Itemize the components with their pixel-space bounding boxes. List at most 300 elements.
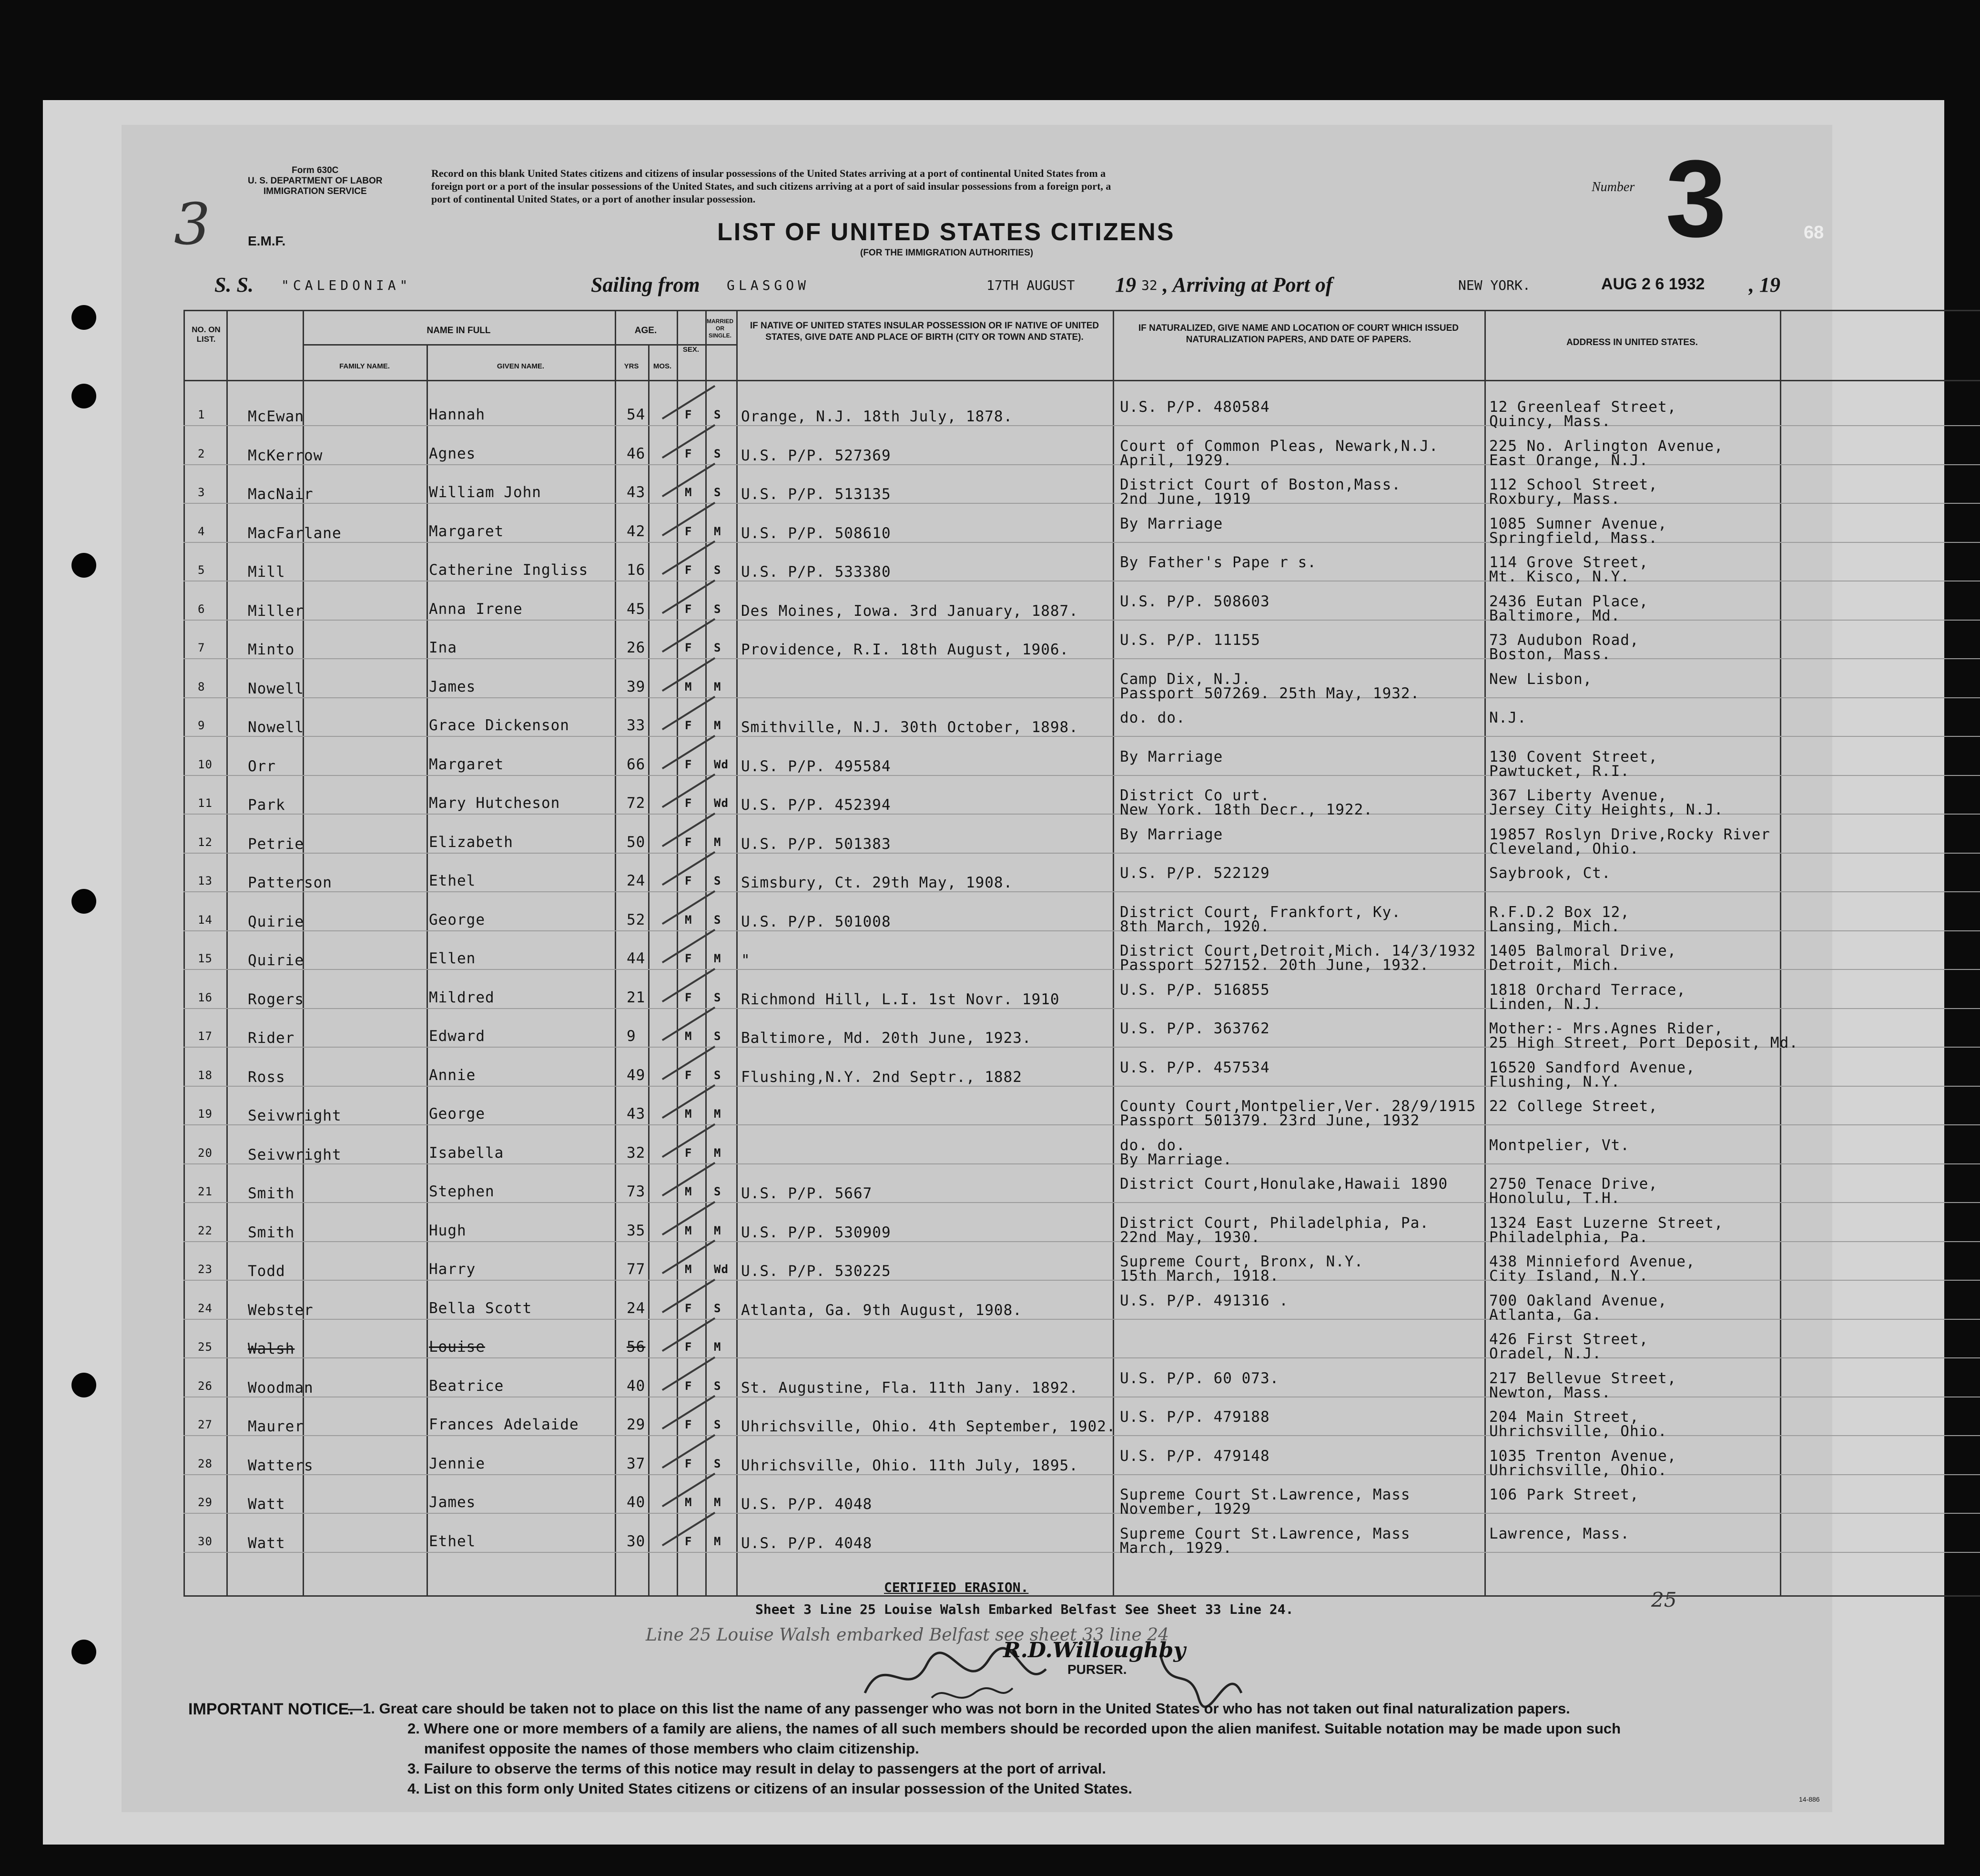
marital-status: M <box>714 525 721 538</box>
birthplace: Uhrichsville, Ohio. 4th September, 1902. <box>741 1418 1116 1435</box>
port-from: GLASGOW <box>727 277 810 293</box>
row-number: 20 <box>198 1146 213 1160</box>
given-name: Margaret <box>429 756 504 773</box>
sex: F <box>685 641 692 654</box>
given-name: Grace Dickenson <box>429 717 569 734</box>
family-name: Nowell <box>248 680 304 697</box>
marital-status: S <box>714 486 721 499</box>
age-years: 40 <box>627 1377 646 1395</box>
address-line1: 106 Park Street, <box>1489 1486 1639 1503</box>
family-name: Quirie <box>248 952 304 969</box>
age-years: 24 <box>627 872 646 889</box>
birthplace: " <box>741 952 751 969</box>
naturalization-line1: Camp Dix, N.J. <box>1120 671 1251 688</box>
age-years: 29 <box>627 1416 646 1433</box>
row-rule <box>183 1163 1980 1164</box>
address-line1: 700 Oakland Avenue, <box>1489 1292 1667 1309</box>
erasion-text: Sheet 3 Line 25 Louise Walsh Embarked Belfast See Sheet 33 Line 24. <box>755 1601 1294 1617</box>
header-no-on-list: NO. ON LIST. <box>192 325 221 344</box>
age-years: 40 <box>627 1494 646 1511</box>
binder-hole <box>71 305 96 330</box>
port-to: NEW YORK. <box>1458 277 1531 293</box>
family-name: Nowell <box>248 719 304 736</box>
binder-hole <box>71 889 96 914</box>
marital-status: S <box>714 991 721 1004</box>
family-name: Smith <box>248 1185 295 1202</box>
age-years: 45 <box>627 601 646 618</box>
given-name: William John <box>429 484 541 501</box>
address-line1: 73 Audubon Road, <box>1489 632 1639 649</box>
marital-status: M <box>714 1146 721 1160</box>
address-line1: 2436 Eutan Place, <box>1489 593 1649 610</box>
marital-status: M <box>714 1107 721 1121</box>
naturalization-line2: Passport 501379. 23rd June, 1932 <box>1120 1112 1420 1129</box>
sex: M <box>685 1496 692 1509</box>
address-line2: Flushing, N.Y. <box>1489 1073 1621 1091</box>
row-number: 4 <box>198 525 205 538</box>
marital-status: S <box>714 408 721 421</box>
birthplace: U.S. P/P. 530225 <box>741 1263 891 1280</box>
form-number: Form 630C <box>292 165 339 175</box>
age-years: 39 <box>627 678 646 695</box>
header-given-name: GIVEN NAME. <box>497 362 545 370</box>
given-name: Agnes <box>429 445 476 462</box>
instruction-text: Record on this blank United States citizens and citizens of insular possessions of the United States arriving at a port of continental United States from a foreign port or a port of the insular possessions of the United States, and such citizens arriving at a port of said insular possessions from a foreign port, a port of continental United States, or a port of another insular possession. <box>431 167 1111 205</box>
address-line1: 1085 Sumner Avenue, <box>1489 515 1667 532</box>
naturalization-line1: U.S. P/P. 457534 <box>1120 1059 1270 1076</box>
naturalization-line1: District Court, Frankfort, Ky. <box>1120 904 1401 921</box>
age-years: 37 <box>627 1455 646 1472</box>
marital-status: S <box>714 1185 721 1198</box>
list-number: 3 <box>1665 137 1726 260</box>
age-years: 49 <box>627 1067 646 1084</box>
family-name: Orr <box>248 758 276 775</box>
birthplace: U.S. P/P. 452394 <box>741 796 891 814</box>
given-name: Ina <box>429 639 457 656</box>
address-line1: New Lisbon, <box>1489 671 1593 688</box>
row-number: 8 <box>198 680 205 693</box>
sex: F <box>685 952 692 965</box>
sex: F <box>685 408 692 421</box>
header-sex: SEX. <box>682 346 700 354</box>
birthplace: U.S. P/P. 513135 <box>741 486 891 503</box>
address-line2: Jersey City Heights, N.J. <box>1489 801 1724 818</box>
birthplace: Atlanta, Ga. 9th August, 1908. <box>741 1302 1022 1319</box>
row-rule <box>183 930 1980 931</box>
marital-status: M <box>714 1224 721 1237</box>
birthplace: St. Augustine, Fla. 11th Jany. 1892. <box>741 1379 1078 1397</box>
sex: F <box>685 1379 692 1393</box>
naturalization-line2: Passport 507269. 25th May, 1932. <box>1120 685 1420 702</box>
row-number: 6 <box>198 602 205 616</box>
naturalization-line1: U.S. P/P. 491316 . <box>1120 1292 1289 1309</box>
given-name: Anna Irene <box>429 601 523 618</box>
address-line2: Newton, Mass. <box>1489 1384 1611 1401</box>
marital-status: S <box>714 1418 721 1431</box>
handwritten-mark: 3 <box>174 192 211 258</box>
sex: F <box>685 447 692 460</box>
address-line1: Montpelier, Vt. <box>1489 1137 1630 1154</box>
address-line2: Cleveland, Ohio. <box>1489 840 1639 857</box>
address-line1: 19857 Roslyn Drive,Rocky River <box>1489 826 1770 843</box>
row-number: 18 <box>198 1069 213 1082</box>
row-number: 19 <box>198 1107 213 1121</box>
notice-item: 4. List on this form only United States citizens or citizens of an insular possession of the United States. <box>407 1780 1132 1797</box>
marital-status: S <box>714 874 721 887</box>
birthplace: Baltimore, Md. 20th June, 1923. <box>741 1030 1032 1047</box>
binder-hole <box>71 553 96 578</box>
given-name: Beatrice <box>429 1377 504 1395</box>
family-name: Watt <box>248 1496 285 1513</box>
age-years: 54 <box>627 406 646 423</box>
naturalization-line1: U.S. P/P. 516855 <box>1120 981 1270 999</box>
row-number: 14 <box>198 913 213 927</box>
emf-label: E.M.F. <box>248 234 286 248</box>
naturalization-line1: By Marriage <box>1120 748 1223 765</box>
naturalization-line1: do. do. <box>1120 709 1186 726</box>
family-name: Park <box>248 796 285 814</box>
birthplace: U.S. P/P. 4048 <box>741 1496 873 1513</box>
row-number: 11 <box>198 796 213 810</box>
age-years: 50 <box>627 834 646 851</box>
given-name: Elizabeth <box>429 834 513 851</box>
header-naturalization: IF NATURALIZED, GIVE NAME AND LOCATION OF COURT WHICH ISSUED NATURALIZATION PAPERS, AND DATE OF PAPERS. <box>1138 323 1459 345</box>
marital-status: M <box>714 1535 721 1548</box>
birthplace: U.S. P/P. 495584 <box>741 758 891 775</box>
marital-status: M <box>714 836 721 849</box>
header-mos: MOS. <box>653 362 672 370</box>
given-name: George <box>429 911 485 928</box>
naturalization-line1: District Court of Boston,Mass. <box>1120 476 1401 493</box>
address-line1: R.F.D.2 Box 12, <box>1489 904 1630 921</box>
address-line1: 16520 Sandford Avenue, <box>1489 1059 1696 1076</box>
given-name: Annie <box>429 1067 476 1084</box>
age-years: 21 <box>627 989 646 1006</box>
subheader-rule <box>303 344 736 346</box>
row-rule <box>183 775 1980 776</box>
address-line2: Lansing, Mich. <box>1489 918 1621 935</box>
header-bottom-rule <box>183 380 1980 381</box>
given-name: Catherine Ingliss <box>429 561 589 579</box>
address-line1: 1405 Balmoral Drive, <box>1489 942 1677 959</box>
header-address: ADDRESS IN UNITED STATES. <box>1566 337 1698 347</box>
given-name: Hannah <box>429 406 485 423</box>
row-number: 30 <box>198 1535 213 1548</box>
sex: M <box>685 486 692 499</box>
age-years: 72 <box>627 795 646 812</box>
age-years: 42 <box>627 523 646 540</box>
address-line2: Quincy, Mass. <box>1489 413 1611 430</box>
address-line2: Honolulu, T.H. <box>1489 1190 1621 1207</box>
sex: F <box>685 525 692 538</box>
year-tail: , 19 <box>1749 273 1780 296</box>
purser-signature: R.D.Willoughby <box>1003 1638 1186 1662</box>
row-rule <box>183 425 1980 426</box>
row-number: 3 <box>198 486 205 499</box>
birthplace: Simsbury, Ct. 29th May, 1908. <box>741 874 1013 891</box>
address-line1: Lawrence, Mass. <box>1489 1525 1630 1542</box>
address-line2: Linden, N.J. <box>1489 996 1602 1013</box>
sex: F <box>685 758 692 771</box>
handwritten-note: Line 25 Louise Walsh embarked Belfast see sheet 33 line 24 <box>646 1625 1169 1645</box>
family-name: Smith <box>248 1224 295 1241</box>
given-name: Harry <box>429 1261 476 1278</box>
row-number: 28 <box>198 1457 213 1470</box>
binder-hole <box>71 384 96 408</box>
notice-item: 2. Where one or more members of a family are aliens, the names of all such members should be recorded upon the alien manifest. Suitable notation may be made upon such <box>407 1720 1621 1737</box>
age-years: 46 <box>627 445 646 462</box>
sex: M <box>685 913 692 927</box>
address-line1: 112 School Street, <box>1489 476 1658 493</box>
marital-status: M <box>714 952 721 965</box>
sex: F <box>685 1457 692 1470</box>
age-years: 77 <box>627 1261 646 1278</box>
row-number: 1 <box>198 408 205 421</box>
age-years: 33 <box>627 717 646 734</box>
age-years: 43 <box>627 484 646 501</box>
corner-mark: 68 <box>1804 223 1824 243</box>
binder-hole <box>71 1640 96 1664</box>
address-line1: 204 Main Street, <box>1489 1408 1639 1426</box>
naturalization-line1: Supreme Court St.Lawrence, Mass <box>1120 1525 1411 1542</box>
address-line1: 1818 Orchard Terrace, <box>1489 981 1686 999</box>
marital-status: M <box>714 1340 721 1354</box>
sex: F <box>685 563 692 577</box>
ship-name: "CALEDONIA" <box>281 277 412 293</box>
birthplace: U.S. P/P. 5667 <box>741 1185 873 1202</box>
sailing-date: 17TH AUGUST <box>986 277 1075 293</box>
marital-status: Wd <box>714 1263 729 1276</box>
family-name: Webster <box>248 1302 314 1319</box>
erasion-title: CERTIFIED ERASION. <box>884 1580 1029 1595</box>
address-line2: Springfield, Mass. <box>1489 530 1658 547</box>
family-name: Minto <box>248 641 295 658</box>
given-name: Ethel <box>429 872 476 889</box>
birthplace: U.S. P/P. 527369 <box>741 447 891 464</box>
row-number: 15 <box>198 952 213 965</box>
family-name: Todd <box>248 1263 285 1280</box>
voyage-line <box>214 273 1780 301</box>
header-family-name: FAMILY NAME. <box>339 362 390 370</box>
notice-item: —1. Great care should be taken not to place on this list the name of any passenger who was not born in the United States or who has not taken out final naturalization papers. <box>348 1700 1570 1717</box>
birthplace: U.S. P/P. 530909 <box>741 1224 891 1241</box>
family-name: Seivwright <box>248 1107 342 1124</box>
arrival-stamp: AUG 2 6 1932 <box>1601 275 1705 293</box>
address-line1: 426 First Street, <box>1489 1331 1649 1348</box>
marital-status: Wd <box>714 758 729 771</box>
naturalization-line1: By Marriage <box>1120 826 1223 843</box>
row-number: 10 <box>198 758 213 771</box>
given-name: Jennie <box>429 1455 485 1472</box>
address-line1: 130 Covent Street, <box>1489 748 1658 765</box>
naturalization-line1: U.S. P/P. 363762 <box>1120 1020 1270 1037</box>
age-years: 66 <box>627 756 646 773</box>
address-line2: Oradel, N.J. <box>1489 1345 1602 1362</box>
naturalization-line1: District Co urt. <box>1120 787 1270 804</box>
row-rule <box>183 620 1980 621</box>
marital-status: S <box>714 1302 721 1315</box>
family-name: Walsh <box>248 1340 295 1357</box>
row-rule <box>183 1202 1980 1203</box>
given-name: Ellen <box>429 950 476 967</box>
birthplace: U.S. P/P. 501383 <box>741 836 891 853</box>
header-age: AGE. <box>634 326 657 336</box>
row-rule <box>183 1280 1980 1281</box>
naturalization-line1: U.S. P/P. 479148 <box>1120 1448 1270 1465</box>
naturalization-line2: March, 1929. <box>1120 1540 1232 1557</box>
naturalization-line1: U.S. P/P. 522129 <box>1120 865 1270 882</box>
family-name: Maurer <box>248 1418 304 1435</box>
age-years: 16 <box>627 561 646 579</box>
header-yrs: YRS <box>624 362 639 370</box>
birthplace: Providence, R.I. 18th August, 1906. <box>741 641 1069 658</box>
given-name: Margaret <box>429 523 504 540</box>
row-number: 29 <box>198 1496 213 1509</box>
naturalization-line1: District Court,Honulake,Hawaii 1890 <box>1120 1175 1448 1193</box>
address-line2: Boston, Mass. <box>1489 646 1611 663</box>
header-name-in-full: NAME IN FULL <box>426 326 491 336</box>
row-rule <box>183 1552 1980 1553</box>
age-years: 73 <box>627 1183 646 1200</box>
sex: F <box>685 602 692 616</box>
given-name: Edward <box>429 1028 485 1045</box>
row-number: 25 <box>198 1340 213 1354</box>
row-number: 17 <box>198 1030 213 1043</box>
manifest-page <box>122 125 1832 1812</box>
row-number: 23 <box>198 1263 213 1276</box>
form-code: 14-886 <box>1799 1795 1820 1803</box>
family-name: Seivwright <box>248 1146 342 1163</box>
family-name: Watt <box>248 1535 285 1552</box>
sex: F <box>685 836 692 849</box>
erasion-page-mark: 25 <box>1651 1588 1677 1611</box>
service-name: IMMIGRATION SERVICE <box>263 186 367 196</box>
naturalization-line1: U.S. P/P. 60 073. <box>1120 1370 1279 1387</box>
naturalization-line1: U.S. P/P. 11155 <box>1120 632 1260 649</box>
naturalization-line1: By Marriage <box>1120 515 1223 532</box>
row-rule <box>183 697 1980 698</box>
given-name: Bella Scott <box>429 1300 532 1317</box>
family-name: Woodman <box>248 1379 314 1397</box>
naturalization-line2: November, 1929 <box>1120 1500 1251 1518</box>
sex: M <box>685 1185 692 1198</box>
birthplace: U.S. P/P. 533380 <box>741 563 891 581</box>
row-rule <box>183 1513 1980 1514</box>
age-years: 9 <box>627 1028 636 1045</box>
age-years: 30 <box>627 1533 646 1550</box>
age-years: 24 <box>627 1300 646 1317</box>
marital-status: S <box>714 602 721 616</box>
row-rule <box>183 542 1980 543</box>
sailing-year: 32 <box>1141 277 1158 293</box>
address-line1: 2750 Tenace Drive, <box>1489 1175 1658 1193</box>
naturalization-line1: County Court,Montpelier,Ver. 28/9/1915 <box>1120 1098 1476 1115</box>
marital-status: S <box>714 563 721 577</box>
birthplace: U.S. P/P. 501008 <box>741 913 891 930</box>
year-prefix: 19 <box>1115 273 1136 296</box>
row-rule <box>183 464 1980 465</box>
row-rule <box>183 853 1980 854</box>
sex: F <box>685 719 692 732</box>
marital-status: S <box>714 913 721 927</box>
naturalization-line1: District Court, Philadelphia, Pa. <box>1120 1214 1429 1232</box>
given-name: Hugh <box>429 1222 467 1239</box>
address-line2: Mt. Kisco, N.Y. <box>1489 568 1630 585</box>
family-name: MacFarlane <box>248 525 342 542</box>
row-rule <box>183 969 1980 970</box>
address-line2: Pawtucket, R.I. <box>1489 763 1630 780</box>
naturalization-line1: U.S. P/P. 479188 <box>1120 1408 1270 1426</box>
marital-status: S <box>714 1069 721 1082</box>
age-years: 43 <box>627 1105 646 1122</box>
age-years: 32 <box>627 1144 646 1162</box>
page-subtitle: (FOR THE IMMIGRATION AUTHORITIES) <box>860 248 1034 258</box>
sex: M <box>685 680 692 693</box>
row-rule <box>183 891 1980 892</box>
birthplace: U.S. P/P. 4048 <box>741 1535 873 1552</box>
sex: M <box>685 1030 692 1043</box>
marital-status: M <box>714 680 721 693</box>
address-line1: 1324 East Luzerne Street, <box>1489 1214 1724 1232</box>
address-line1: 12 Greenleaf Street, <box>1489 398 1677 416</box>
row-rule <box>183 736 1980 737</box>
sex: M <box>685 1224 692 1237</box>
naturalization-line2: 2nd June, 1919 <box>1120 490 1251 508</box>
naturalization-line1: U.S. P/P. 508603 <box>1120 593 1270 610</box>
marital-status: M <box>714 719 721 732</box>
family-name: Watters <box>248 1457 314 1474</box>
row-number: 16 <box>198 991 213 1004</box>
naturalization-line1: Supreme Court, Bronx, N.Y. <box>1120 1253 1364 1270</box>
given-name: Ethel <box>429 1533 476 1550</box>
row-rule <box>183 1435 1980 1436</box>
page-title: LIST OF UNITED STATES CITIZENS <box>717 218 1175 246</box>
row-number: 27 <box>198 1418 213 1431</box>
row-rule <box>183 1319 1980 1320</box>
address-line2: Roxbury, Mass. <box>1489 490 1621 508</box>
sex: F <box>685 991 692 1004</box>
family-name: MacNair <box>248 486 314 503</box>
sex: F <box>685 1302 692 1315</box>
naturalization-line2: April, 1929. <box>1120 452 1232 469</box>
row-rule <box>183 1357 1980 1358</box>
marital-status: S <box>714 641 721 654</box>
address-line1: 438 Minnieford Avenue, <box>1489 1253 1696 1270</box>
row-number: 22 <box>198 1224 213 1237</box>
row-number: 12 <box>198 836 213 849</box>
birthplace: Richmond Hill, L.I. 1st Novr. 1910 <box>741 991 1060 1008</box>
address-line1: 1035 Trenton Avenue, <box>1489 1448 1677 1465</box>
birthplace: Des Moines, Iowa. 3rd January, 1887. <box>741 602 1078 620</box>
row-rule <box>183 658 1980 659</box>
row-number: 7 <box>198 641 205 654</box>
family-name: Rider <box>248 1030 295 1047</box>
given-name: Mildred <box>429 989 495 1006</box>
age-years: 44 <box>627 950 646 967</box>
naturalization-line2: 15th March, 1918. <box>1120 1267 1279 1285</box>
family-name: Mill <box>248 563 285 581</box>
sex: M <box>685 1263 692 1276</box>
age-years: 35 <box>627 1222 646 1239</box>
address-line1: 217 Bellevue Street, <box>1489 1370 1677 1387</box>
row-number: 13 <box>198 874 213 887</box>
notice-item: 3. Failure to observe the terms of this notice may result in delay to passengers at the port of arrival. <box>407 1760 1107 1777</box>
sex: F <box>685 1340 692 1354</box>
family-name: Petrie <box>248 836 304 853</box>
address-line2: Atlanta, Ga. <box>1489 1306 1602 1324</box>
sex: F <box>685 1535 692 1548</box>
arriving-label: , Arriving at Port of <box>1163 273 1333 296</box>
